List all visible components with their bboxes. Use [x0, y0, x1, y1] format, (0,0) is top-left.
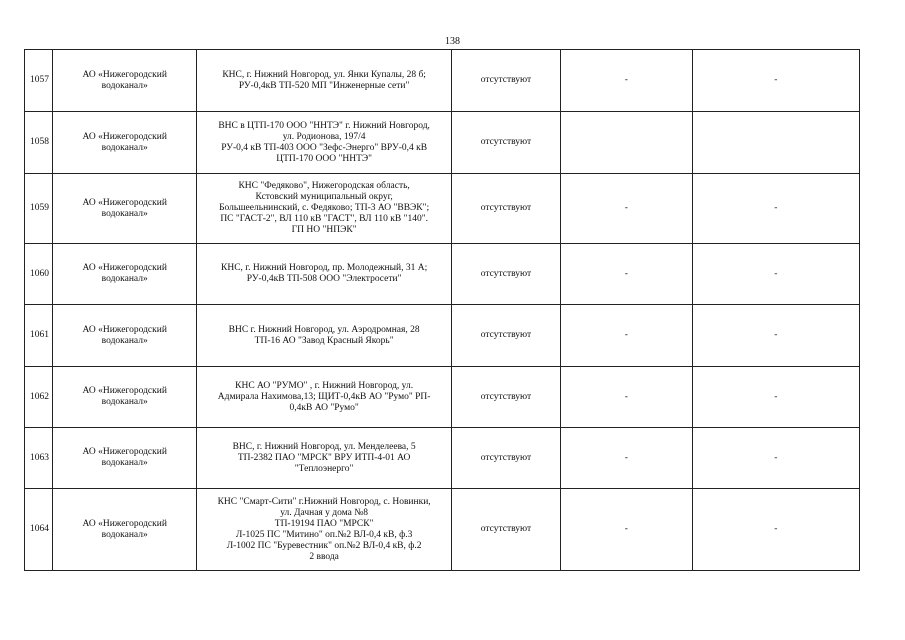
object-cell [197, 367, 452, 428]
value-cell: - [692, 50, 859, 112]
object-line: РУ-0,4кВ ТП-508 ООО "Электросети" [246, 274, 402, 284]
row-number: 1062 [25, 367, 53, 428]
organization-line: АО «Нижегородский [82, 197, 167, 208]
status-cell: отсутствуют [452, 244, 561, 305]
organization-cell [53, 367, 197, 428]
organization-line: АО «Нижегородский [82, 69, 167, 80]
object-line: Большеельнинский, с. Федяково; ТП-3 АО "ВВЭК"; [219, 203, 430, 213]
object-line: Л-1025 ПС "Митино" оп.№2 ВЛ-0,4 кВ, ф.3 [235, 529, 413, 540]
organization-cell [53, 112, 197, 174]
object-line: РУ-0,4 кВ ТП-403 ООО "Зефс-Энерго" ВРУ-0,4 кВ [221, 142, 428, 153]
value-cell: - [692, 489, 859, 571]
row-number: 1057 [25, 50, 53, 112]
page-number: 138 [445, 36, 460, 47]
organization-cell [53, 50, 197, 112]
organization-line: АО «Нижегородский [82, 263, 167, 273]
organization-cell [53, 489, 197, 571]
row-number: 1058 [25, 112, 53, 174]
object-line: РУ-0,4кВ ТП-520 МП "Инженерные сети" [238, 80, 410, 91]
organization-line: водоканал» [101, 274, 148, 284]
organization-line: водоканал» [101, 397, 148, 407]
value-cell: - [560, 489, 692, 571]
object-line: 2 ввода [309, 551, 339, 562]
status-cell: отсутствуют [452, 174, 561, 244]
value-cell: - [692, 367, 859, 428]
organization-line: водоканал» [101, 142, 148, 153]
status-cell: отсутствуют [452, 367, 561, 428]
object-line: ул. Родионова, 197/4 [282, 131, 366, 142]
object-cell [197, 112, 452, 174]
organization-line: водоканал» [101, 335, 148, 346]
object-line: КНС, г. Нижний Новгород, пр. Молодежный, 31 А; [221, 263, 428, 273]
status-cell: отсутствуют [452, 489, 561, 571]
value-cell: - [692, 428, 859, 489]
object-line: ТП-19194 ПАО "МРСК" [274, 518, 374, 529]
object-line: ЦТП-170 ООО "ННТЭ" [276, 153, 373, 164]
object-cell [197, 489, 452, 571]
object-line: ТП-16 АО "Завод Красный Якорь" [254, 335, 394, 346]
organization-cell [53, 305, 197, 367]
value-cell [692, 112, 859, 174]
row-number: 1064 [25, 489, 53, 571]
organization-line: водоканал» [101, 208, 148, 219]
table-row [25, 174, 860, 244]
status-cell: отсутствуют [452, 428, 561, 489]
object-line: ул. Дачная у дома №8 [280, 507, 369, 518]
row-number: 1059 [25, 174, 53, 244]
organization-line: АО «Нижегородский [82, 324, 167, 335]
object-line: КНС АО "РУМО" , г. Нижний Новгород, ул. [235, 380, 414, 391]
value-cell: - [692, 305, 859, 367]
object-cell [197, 244, 452, 305]
organization-cell [53, 428, 197, 489]
value-cell: - [560, 244, 692, 305]
organization-cell [53, 174, 197, 244]
status-cell: отсутствуют [452, 112, 561, 174]
value-cell: - [560, 428, 692, 489]
object-line: ВНС, г. Нижний Новгород, ул. Менделеева, 5 [232, 441, 416, 452]
object-line: ГП НО "НПЭК" [291, 225, 357, 235]
object-cell [197, 174, 452, 244]
organization-line: АО «Нижегородский [82, 131, 167, 142]
row-number: 1061 [25, 305, 53, 367]
object-line: 0,4кВ АО "Румо" [289, 402, 359, 413]
object-line: ПС "ГАСТ-2", ВЛ 110 кВ "ГАСТ", ВЛ 110 кВ "140". [220, 214, 428, 224]
object-cell [197, 305, 452, 367]
table-row [25, 112, 860, 174]
object-line: ТП-2382 ПАО "МРСК" ВРУ ИТП-4-01 АО [237, 452, 411, 463]
table-row [25, 244, 860, 305]
value-cell: - [692, 244, 859, 305]
organization-line: АО «Нижегородский [82, 386, 167, 396]
table-row [25, 305, 860, 367]
status-cell: отсутствуют [452, 50, 561, 112]
object-cell [197, 428, 452, 489]
object-line: Адмирала Нахимова,13; ЩИТ-0,4кВ АО "Румо" РП- [217, 391, 431, 402]
organization-line: АО «Нижегородский [82, 447, 167, 457]
objects-table [24, 49, 860, 571]
object-line: КНС "Смарт-Сити" г.Нижний Новгород, с. Новинки, [217, 496, 431, 507]
object-line: КНС, г. Нижний Новгород, ул. Янки Купалы, 28 б; [222, 69, 426, 80]
status-cell: отсутствуют [452, 305, 561, 367]
organization-line: АО «Нижегородский [82, 518, 167, 529]
value-cell: - [560, 367, 692, 428]
table-row [25, 50, 860, 112]
value-cell: - [560, 305, 692, 367]
organization-line: водоканал» [101, 458, 148, 468]
value-cell: - [692, 174, 859, 244]
table-row [25, 428, 860, 489]
row-number: 1063 [25, 428, 53, 489]
object-line: ВНС в ЦТП-170 ООО "ННТЭ" г. Нижний Новгород, [218, 120, 430, 131]
object-line: Кстовский муниципальный округ, [255, 192, 393, 202]
value-cell: - [560, 174, 692, 244]
object-line: Л-1002 ПС "Буревестник" оп.№2 ВЛ-0,4 кВ, ф.2 [226, 540, 422, 551]
object-line: ВНС г. Нижний Новгород, ул. Аэродромная, 28 [228, 324, 420, 335]
organization-cell [53, 244, 197, 305]
object-line: КНС "Федяково", Нижегородская область, [238, 181, 410, 191]
table-row [25, 489, 860, 571]
value-cell [560, 112, 692, 174]
objects-table-body [25, 50, 860, 571]
value-cell: - [560, 50, 692, 112]
object-line: "Теплоэнерго" [294, 463, 354, 474]
organization-line: водоканал» [101, 529, 148, 540]
row-number: 1060 [25, 244, 53, 305]
object-cell [197, 50, 452, 112]
organization-line: водоканал» [101, 80, 148, 91]
table-row [25, 367, 860, 428]
